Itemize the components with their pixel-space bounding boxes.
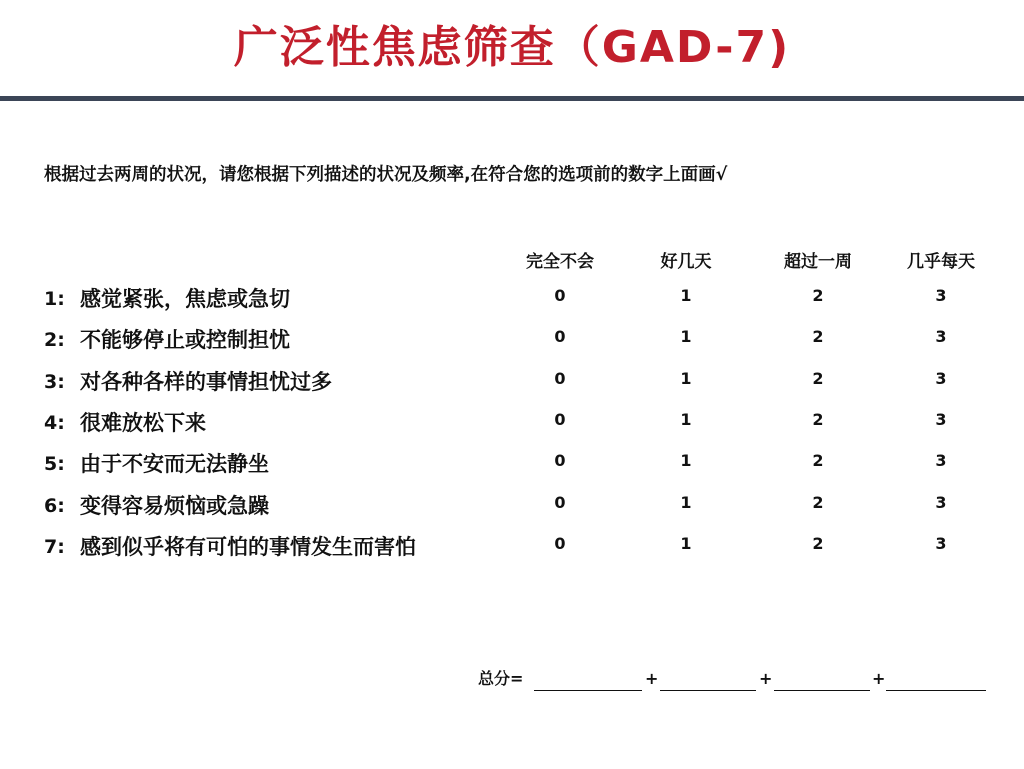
column-header-more-than-week: 超过一周	[784, 252, 852, 272]
question-number: 7:	[44, 535, 65, 558]
title-divider	[0, 96, 1024, 101]
question-text: 变得容易烦恼或急躁	[80, 493, 269, 518]
instruction-text: 根据过去两周的状况，请您根据下列描述的状况及频率,在符合您的选项前的数字上面画√	[44, 165, 728, 185]
option-3[interactable]: 3	[935, 451, 947, 471]
question-text: 感到似乎将有可怕的事情发生而害怕	[80, 534, 416, 559]
option-0[interactable]: 0	[554, 451, 566, 471]
question-number: 6:	[44, 494, 65, 517]
option-0[interactable]: 0	[554, 327, 566, 347]
question-row	[0, 279, 1024, 319]
question-number: 1:	[44, 288, 65, 310]
question-number: 3:	[44, 370, 65, 393]
page-title: 广泛性焦虑筛查（GAD-7)	[233, 22, 791, 73]
plus-sign: +	[759, 669, 773, 688]
option-1[interactable]: 1	[680, 286, 692, 305]
option-0[interactable]: 0	[554, 492, 566, 512]
option-2[interactable]: 2	[812, 533, 824, 553]
plus-sign: +	[872, 669, 886, 688]
question-row	[0, 320, 1024, 360]
question-text: 很难放松下来	[80, 410, 206, 435]
option-1[interactable]: 1	[680, 492, 692, 512]
option-0[interactable]: 0	[554, 368, 566, 388]
total-score-line	[478, 666, 998, 696]
column-header-not-at-all: 完全不会	[526, 252, 594, 272]
question-row	[0, 486, 1024, 526]
option-3[interactable]: 3	[935, 327, 947, 347]
question-number: 2:	[44, 329, 65, 352]
option-3[interactable]: 3	[935, 368, 947, 388]
question-row	[0, 527, 1024, 567]
question-text: 由于不安而无法静坐	[80, 452, 269, 477]
option-2[interactable]: 2	[812, 368, 824, 388]
column-header-several-days: 好几天	[660, 252, 712, 272]
option-2[interactable]: 2	[812, 327, 824, 347]
question-row	[0, 403, 1024, 443]
question-row	[0, 444, 1024, 484]
total-label: 总分=	[478, 669, 524, 688]
option-1[interactable]: 1	[680, 368, 692, 388]
option-3[interactable]: 3	[935, 286, 947, 305]
option-0[interactable]: 0	[554, 409, 566, 429]
total-blank-4[interactable]	[886, 690, 986, 691]
option-2[interactable]: 2	[812, 492, 824, 512]
option-1[interactable]: 1	[680, 327, 692, 347]
option-2[interactable]: 2	[812, 451, 824, 471]
question-number: 5:	[44, 453, 65, 476]
total-blank-3[interactable]	[774, 690, 870, 691]
option-1[interactable]: 1	[680, 409, 692, 429]
option-0[interactable]: 0	[554, 286, 566, 305]
option-3[interactable]: 3	[935, 492, 947, 512]
option-3[interactable]: 3	[935, 533, 947, 553]
question-row	[0, 362, 1024, 402]
option-2[interactable]: 2	[812, 409, 824, 429]
option-0[interactable]: 0	[554, 533, 566, 553]
option-2[interactable]: 2	[812, 286, 824, 305]
total-blank-1[interactable]	[534, 690, 642, 691]
question-text: 感觉紧张，焦虑或急切	[80, 287, 290, 311]
total-blank-2[interactable]	[660, 690, 756, 691]
option-1[interactable]: 1	[680, 451, 692, 471]
question-text: 不能够停止或控制担忧	[80, 328, 290, 353]
question-number: 4:	[44, 411, 65, 434]
option-3[interactable]: 3	[935, 409, 947, 429]
question-text: 对各种各样的事情担忧过多	[80, 369, 332, 394]
option-1[interactable]: 1	[680, 533, 692, 553]
plus-sign: +	[645, 669, 659, 688]
column-header-nearly-every-day: 几乎每天	[907, 252, 975, 272]
